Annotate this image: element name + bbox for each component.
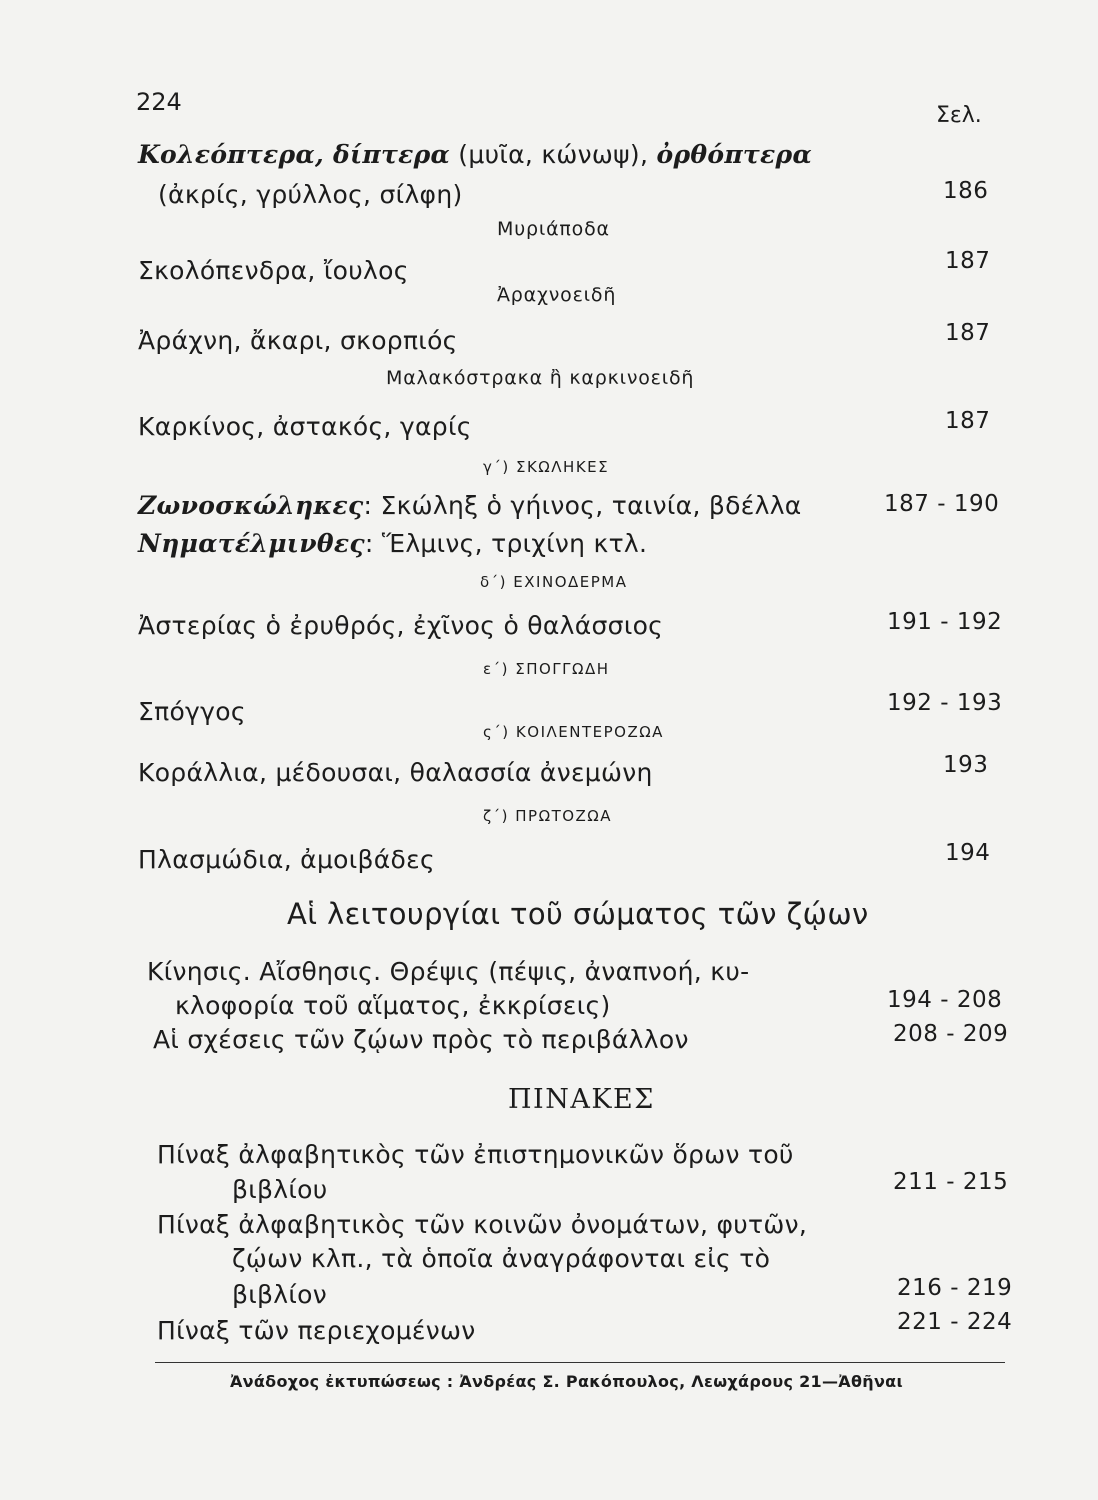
toc-entry-protozoa: Πλασμώδια, ἀμοιβάδες xyxy=(138,845,435,874)
worms-nematodes-text: : Ἕλμινς, τριχίνη κτλ. xyxy=(364,529,648,558)
page-ref-echinoderms: 191 - 192 xyxy=(887,609,1003,635)
page-ref-worms: 187 - 190 xyxy=(884,491,1000,517)
section-heading-tables: ΠΙΝΑΚΕΣ xyxy=(508,1084,655,1115)
toc-entry-sponges: Σπόγγος xyxy=(138,697,246,726)
page-ref-tables-3: 221 - 224 xyxy=(897,1309,1013,1335)
insects-orthoptera-italic: ὀρθόπτερα xyxy=(656,140,813,169)
section-heading-arachnids: Ἀραχνοειδῆ xyxy=(497,284,617,306)
section-heading-functions: Αἱ λειτουργίαι τοῦ σώματος τῶν ζῴων xyxy=(287,897,869,931)
section-heading-myriapoda: Μυριάποδα xyxy=(497,218,610,240)
page-column-header: Σελ. xyxy=(936,103,982,128)
toc-entry-crustaceans: Καρκίνος, ἀστακός, γαρίς xyxy=(138,412,472,441)
toc-entry-functions-2: Αἱ σχέσεις τῶν ζῴων πρὸς τὸ περιβάλλον xyxy=(153,1025,689,1054)
section-heading-sponges: ε΄) ΣΠΟΓΓΩΔΗ xyxy=(483,660,610,678)
toc-entry-coelenterates: Κοράλλια, μέδουσαι, θαλασσία ἀνεμώνη xyxy=(138,758,653,787)
toc-entry-tables-2-line1: Πίναξ ἀλφαβητικὸς τῶν κοινῶν ὀνομάτων, φυτῶν, xyxy=(157,1210,808,1239)
page-ref-arachnids: 187 xyxy=(945,320,991,346)
worms-nematodes-italic: Νηματέλμινθες xyxy=(138,529,365,558)
toc-entry-tables-1-line2: βιβλίου xyxy=(232,1175,328,1204)
page-ref-insects: 186 xyxy=(943,178,989,204)
toc-entry-insects-line2: (ἀκρίς, γρύλλος, σίλφη) xyxy=(158,180,463,209)
toc-entry-insects-line1 xyxy=(138,140,812,169)
worms-annelids-text: : Σκώληξ ὁ γήινος, ταινία, βδέλλα xyxy=(363,491,802,520)
toc-entry-tables-2-line3: βιβλίον xyxy=(232,1280,327,1309)
page-ref-coelenterates: 193 xyxy=(943,752,989,778)
page-number: 224 xyxy=(136,88,182,116)
page-ref-tables-1: 211 - 215 xyxy=(893,1169,1009,1195)
section-heading-protozoa: ζ΄) ΠΡΩΤΟΖΩΑ xyxy=(483,807,613,825)
toc-entry-worms-line1 xyxy=(138,491,802,520)
toc-entry-myriapoda: Σκολόπενδρα, ἴουλος xyxy=(138,256,409,285)
toc-entry-functions-1-line2: κλοφορία τοῦ αἵματος, ἐκκρίσεις) xyxy=(175,991,611,1020)
page-ref-functions-2: 208 - 209 xyxy=(893,1021,1009,1047)
section-heading-crustaceans: Μαλακόστρακα ἢ καρκινοειδῆ xyxy=(386,367,695,389)
section-heading-echinoderms: δ΄) ΕΧΙΝΟΔΕΡΜΑ xyxy=(480,573,628,591)
toc-entry-tables-3: Πίναξ τῶν περιεχομένων xyxy=(157,1316,476,1345)
page-ref-sponges: 192 - 193 xyxy=(887,690,1003,716)
section-heading-worms: γ΄) ΣΚΩΛΗΚΕΣ xyxy=(483,458,610,476)
footer-rule xyxy=(155,1362,1005,1363)
printer-imprint: Ἀνάδοχος ἐκτυπώσεως : Ἀνδρέας Σ. Ρακόπουλος, Λεωχάρους 21—Ἀθῆναι xyxy=(230,1372,903,1391)
page-ref-protozoa: 194 xyxy=(945,840,991,866)
toc-entry-tables-1-line1: Πίναξ ἀλφαβητικὸς τῶν ἐπιστημονικῶν ὅρων τοῦ xyxy=(157,1140,794,1169)
page-ref-tables-2: 216 - 219 xyxy=(897,1275,1013,1301)
toc-entry-arachnids: Ἀράχνη, ἄκαρι, σκορπιός xyxy=(138,326,458,355)
insects-orders-italic: Κολεόπτερα, δίπτερα xyxy=(138,140,451,169)
worms-annelids-italic: Ζωνοσκώληκες xyxy=(138,491,364,520)
toc-entry-worms-line2 xyxy=(138,529,647,558)
section-heading-coelenterates: ς΄) ΚΟΙΛΕΝΤΕΡΟΖΩΑ xyxy=(483,723,664,741)
toc-entry-functions-1-line1: Κίνησις. Αἴσθησις. Θρέψις (πέψις, ἀναπνοή, κυ- xyxy=(147,957,750,986)
page-ref-functions-1: 194 - 208 xyxy=(887,987,1003,1013)
toc-entry-tables-2-line2: ζῴων κλπ., τὰ ὁποῖα ἀναγράφονται εἰς τὸ xyxy=(232,1244,771,1273)
page-ref-crustaceans: 187 xyxy=(945,408,991,434)
page-ref-myriapoda: 187 xyxy=(945,248,991,274)
toc-entry-echinoderms: Ἀστερίας ὁ ἐρυθρός, ἐχῖνος ὁ θαλάσσιος xyxy=(138,611,664,640)
insects-flies: (μυῖα, κώνωψ), xyxy=(450,140,657,169)
